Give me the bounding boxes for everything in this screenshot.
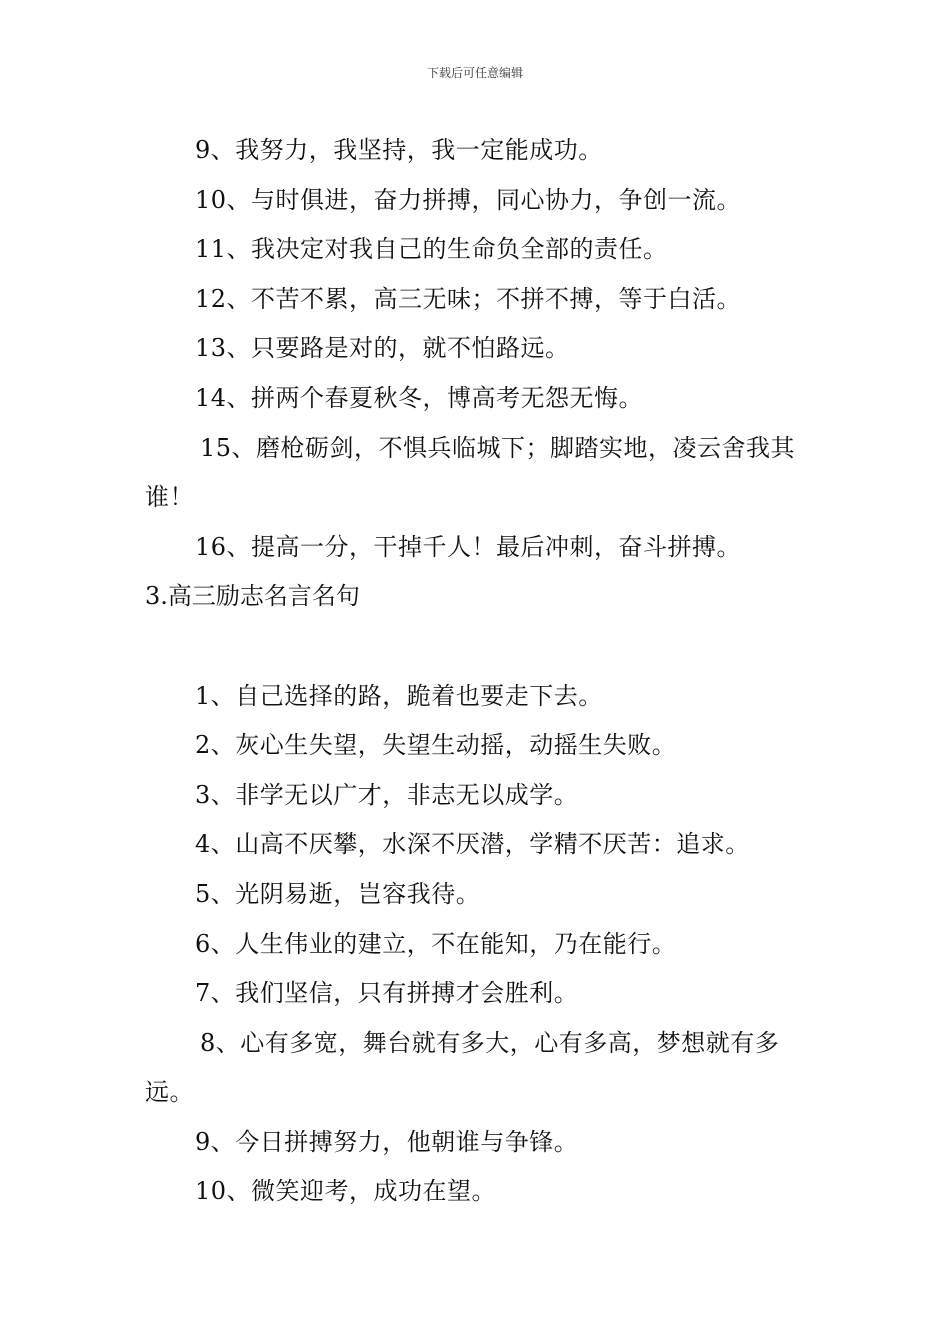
list-item: 1、自己选择的路，跪着也要走下去。 — [195, 681, 603, 710]
list-item: 14、拼两个春夏秋冬，博高考无怨无悔。 — [195, 383, 644, 412]
list-item: 3、非学无以广才，非志无以成学。 — [195, 780, 579, 809]
list-item: 5、光阴易逝，岂容我待。 — [195, 879, 481, 908]
list-item: 9、今日拼搏努力，他朝谁与争锋。 — [195, 1127, 579, 1156]
list-item: 12、不苦不累，高三无味；不拼不搏，等于白活。 — [195, 284, 742, 313]
list-item: 11、我决定对我自己的生命负全部的责任。 — [195, 235, 668, 264]
list-item: 10、与时俱进，奋力拼搏，同心协力，争创一流。 — [195, 185, 742, 214]
document-body — [145, 126, 810, 1217]
list-item: 9、我努力，我坚持，我一定能成功。 — [195, 136, 603, 164]
list-item: 7、我们坚信，只有拼搏才会胜利。 — [195, 979, 579, 1008]
list-item: 8、心有多宽，舞台就有多大，心有多高，梦想就有多远。 — [145, 1028, 780, 1107]
list-item: 6、人生伟业的建立，不在能知，乃在能行。 — [195, 929, 677, 958]
page-header: 下载后可任意编辑 — [426, 66, 523, 80]
spacer — [145, 622, 810, 672]
list-item: 13、只要路是对的，就不怕路远。 — [195, 334, 570, 363]
list-item: 16、提高一分，干掉千人！最后冲刺，奋斗拼搏。 — [195, 532, 742, 561]
list-item: 10、微笑迎考，成功在望。 — [195, 1177, 497, 1206]
section-heading: 3.高三励志名言名句 — [145, 582, 360, 611]
list-item: 2、灰心生失望，失望生动摇，动摇生失败。 — [195, 731, 677, 760]
list-item: 4、山高不厌攀，水深不厌潜，学精不厌苦：追求。 — [195, 830, 750, 859]
list-item: 15、磨枪砺剑，不惧兵临城下；脚踏实地，凌云舍我其谁！ — [145, 433, 796, 512]
